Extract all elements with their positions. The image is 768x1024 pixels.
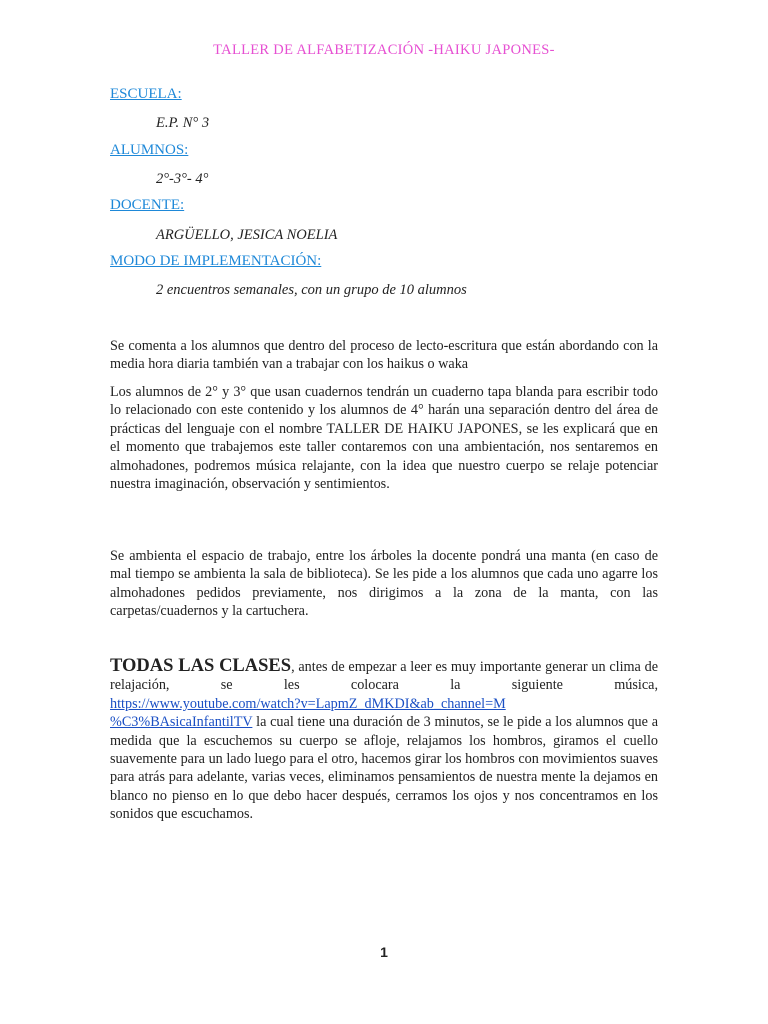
intro-paragraph: Se comenta a los alumnos que dentro del proceso de lecto-escritura que están abordando con la media hora diaria también van a trabajar con los haikus o waka bbox=[110, 338, 658, 373]
notebook-paragraph: Los alumnos de 2° y 3° que usan cuadernos tendrán un cuaderno tapa blanda para escribir todo lo relacionado con este contenido y los alumnos de 4° harán una separación dentro del área de prácticas del lenguaje con el nombre TALLER DE HAIKU JAPONES, se les explicará que en el momento que trabajemos este taller contaremos con una ambientación, nos sentaremos en almohadones, podremos música relajante, con la idea que nuestro cuerpo se relaje potenciar nuestra imaginación, observación y sentimientos. bbox=[110, 384, 658, 493]
youtube-link[interactable]: https://www.youtube.com/watch?v=LapmZ_dMKDI&ab_channel=M %C3%BAsicaInfantilTV bbox=[110, 695, 506, 731]
school-value: E.P. N° 3 bbox=[156, 115, 210, 131]
relaxation-intro: , antes de empezar a leer es muy importante generar un clima de relajación, se les colocara la siguiente música, bbox=[110, 659, 659, 694]
page-number: 1 bbox=[380, 944, 388, 960]
page-title: TALLER DE ALFABETIZACIÓN -HAIKU JAPONES- bbox=[213, 42, 555, 58]
mode-label: MODO DE IMPLEMENTACIÓN: bbox=[110, 253, 322, 269]
school-label: ESCUELA: bbox=[110, 86, 182, 102]
teacher-value: ARGÜELLO, JESICA NOELIA bbox=[156, 227, 338, 243]
relaxation-body bbox=[110, 695, 658, 824]
all-classes-heading: TODAS LAS CLASES bbox=[110, 656, 292, 676]
mode-value: 2 encuentros semanales, con un grupo de 10 alumnos bbox=[156, 282, 467, 298]
relaxation-rest: la cual tiene una duración de 3 minutos, se le pide a los alumnos que a medida que la escuchemos su cuerpo se afloje, relajamos los hombros, giramos el cuello suavemente para un lado luego para el otro, hacemos girar los hombros con movimientos suaves para atrás para adelante, varias veces, eliminamos pensamientos de nuestra mente la dejamos en blanco no pienso en lo que debo hacer después, cerramos los ojos y nos concentramos en los sonidos que escuchamos. bbox=[110, 714, 658, 823]
students-label: ALUMNOS: bbox=[110, 142, 189, 158]
students-value: 2°-3°- 4° bbox=[156, 171, 209, 187]
teacher-label: DOCENTE: bbox=[110, 197, 185, 213]
setting-paragraph: Se ambienta el espacio de trabajo, entre los árboles la docente pondrá una manta (en caso de mal tiempo se ambienta la sala de biblioteca). Se les pide a los alumnos que cada uno agarre los almohadones pedidos previamente, nos dirigimos a la zona de la manta, con las carpetas/cuadernos y la cartuchera. bbox=[110, 548, 658, 620]
relaxation-intro-line bbox=[110, 657, 658, 695]
relaxation-paragraph bbox=[110, 657, 658, 824]
